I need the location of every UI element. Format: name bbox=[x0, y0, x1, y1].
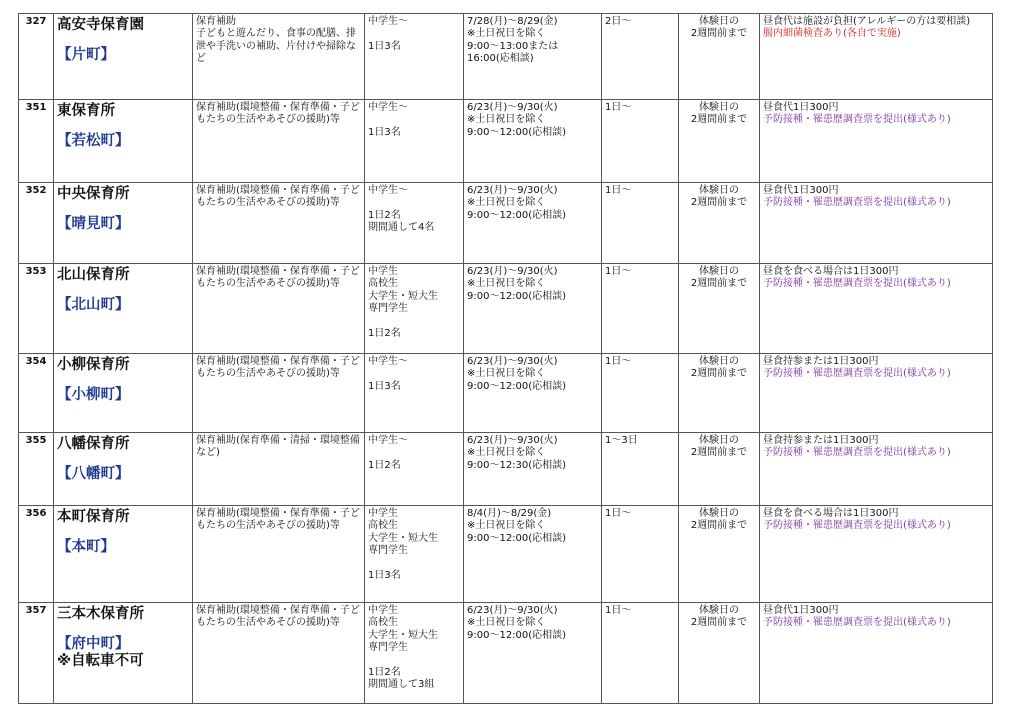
facility-town: 【若松町】 bbox=[57, 133, 130, 149]
row-number: 357 bbox=[19, 603, 54, 704]
row-number: 327 bbox=[19, 14, 54, 100]
table-row bbox=[19, 100, 993, 183]
row-number: 354 bbox=[19, 354, 54, 433]
remark-note: 予防接種・罹患歴調査票を提出(様式あり) bbox=[763, 197, 951, 209]
period-cell bbox=[464, 264, 602, 354]
period-text: 6/23(月)～9/30(火) ※土日祝日を除く 9:00～12:30(応相談) bbox=[467, 435, 567, 471]
deadline-cell bbox=[679, 100, 760, 183]
period-cell bbox=[464, 100, 602, 183]
remark-cell bbox=[760, 433, 993, 506]
days-text: 1日～ bbox=[605, 356, 632, 367]
facility-town: 【八幡町】 bbox=[57, 466, 130, 482]
deadline-line-1: 体験日の bbox=[699, 605, 739, 616]
facility-town: 【小柳町】 bbox=[57, 387, 130, 403]
days-text: 2日～ bbox=[605, 16, 632, 27]
facility-cell bbox=[54, 506, 193, 603]
target-cell bbox=[365, 603, 464, 704]
days-text: 1日～ bbox=[605, 508, 632, 519]
days-text: 1日～ bbox=[605, 185, 632, 196]
target-cell bbox=[365, 183, 464, 264]
period-text: 7/28(月)～8/29(金) ※土日祝日を除く 9:00～13:00または16:00(応相談) bbox=[467, 16, 559, 65]
row-number: 351 bbox=[19, 100, 54, 183]
work-text: 保育補助(環境整備・保育準備・子どもたちの生活やあそびの援助)等 bbox=[196, 356, 360, 380]
deadline-cell bbox=[679, 433, 760, 506]
work-text: 保育補助(保育準備・清掃・環境整備など) bbox=[196, 435, 360, 459]
facility-name: 八幡保育所 bbox=[57, 436, 130, 452]
facility-town: 【府中町】 bbox=[57, 636, 130, 652]
period-cell bbox=[464, 433, 602, 506]
days-cell bbox=[602, 506, 679, 603]
work-text: 保育補助(環境整備・保育準備・子どもたちの生活やあそびの援助)等 bbox=[196, 605, 360, 629]
period-text: 8/4(月)～8/29(金) ※土日祝日を除く 9:00～12:00(応相談) bbox=[467, 508, 567, 544]
facility-town: 【片町】 bbox=[57, 47, 115, 63]
remark-cell bbox=[760, 264, 993, 354]
facility-town: 【晴見町】 bbox=[57, 216, 130, 232]
period-cell bbox=[464, 14, 602, 100]
work-content bbox=[193, 354, 365, 433]
days-cell bbox=[602, 354, 679, 433]
remark-cell bbox=[760, 14, 993, 100]
deadline-line-1: 体験日の bbox=[699, 266, 739, 277]
facility-name: 本町保育所 bbox=[57, 509, 130, 525]
deadline-cell bbox=[679, 354, 760, 433]
period-text: 6/23(月)～9/30(火) ※土日祝日を除く 9:00～12:00(応相談) bbox=[467, 605, 567, 641]
target-cell bbox=[365, 433, 464, 506]
deadline-line-1: 体験日の bbox=[699, 356, 739, 367]
target-cell bbox=[365, 506, 464, 603]
work-content bbox=[193, 603, 365, 704]
work-text: 保育補助(環境整備・保育準備・子どもたちの生活やあそびの援助)等 bbox=[196, 185, 360, 209]
deadline-line-1: 体験日の bbox=[699, 508, 739, 519]
period-text: 6/23(月)～9/30(火) ※土日祝日を除く 9:00～12:00(応相談) bbox=[467, 266, 567, 302]
deadline-line-1: 体験日の bbox=[699, 102, 739, 113]
deadline-line-1: 体験日の bbox=[699, 16, 739, 27]
days-text: 1日～ bbox=[605, 102, 632, 113]
facility-cell bbox=[54, 14, 193, 100]
days-cell bbox=[602, 100, 679, 183]
row-number: 356 bbox=[19, 506, 54, 603]
remark-note: 予防接種・罹患歴調査票を提出(様式あり) bbox=[763, 447, 951, 459]
row-number: 355 bbox=[19, 433, 54, 506]
facility-cell bbox=[54, 354, 193, 433]
facility-name: 三本木保育所 bbox=[57, 606, 144, 622]
days-text: 1日～ bbox=[605, 605, 632, 616]
facility-town: 【北山町】 bbox=[57, 297, 130, 313]
period-text: 6/23(月)～9/30(火) ※土日祝日を除く 9:00～12:00(応相談) bbox=[467, 185, 567, 221]
remark-note: 予防接種・罹患歴調査票を提出(様式あり) bbox=[763, 368, 951, 380]
days-text: 1～3日 bbox=[605, 435, 638, 446]
remark-text: 昼食を食べる場合は1日300円 bbox=[763, 266, 899, 277]
table-row bbox=[19, 506, 993, 603]
remark-cell bbox=[760, 183, 993, 264]
remark-note: 予防接種・罹患歴調査票を提出(様式あり) bbox=[763, 278, 951, 290]
deadline-cell bbox=[679, 506, 760, 603]
days-cell bbox=[602, 603, 679, 704]
work-text: 保育補助(環境整備・保育準備・子どもたちの生活やあそびの援助)等 bbox=[196, 508, 360, 532]
facility-town: 【本町】 bbox=[57, 539, 115, 555]
target-text: 中学生～ 1日3名 bbox=[368, 356, 408, 392]
target-text: 中学生～ 1日3名 bbox=[368, 102, 408, 138]
days-cell bbox=[602, 264, 679, 354]
deadline-line-2: 2週間前まで bbox=[690, 447, 748, 459]
remark-text: 昼食を食べる場合は1日300円 bbox=[763, 508, 899, 519]
remark-text: 昼食代1日300円 bbox=[763, 102, 839, 113]
period-cell bbox=[464, 506, 602, 603]
facility-name: 中央保育所 bbox=[57, 186, 130, 202]
deadline-cell bbox=[679, 14, 760, 100]
work-content bbox=[193, 100, 365, 183]
work-text: 保育補助 子どもと遊んだり、食事の配膳、排泄や手洗いの補助、片付けや掃除など bbox=[196, 16, 356, 65]
work-text: 保育補助(環境整備・保育準備・子どもたちの生活やあそびの援助)等 bbox=[196, 102, 360, 126]
remark-cell bbox=[760, 506, 993, 603]
remark-cell bbox=[760, 100, 993, 183]
table-row bbox=[19, 14, 993, 100]
target-cell bbox=[365, 100, 464, 183]
deadline-line-2: 2週間前まで bbox=[690, 114, 748, 126]
target-cell bbox=[365, 14, 464, 100]
target-text: 中学生 高校生 大学生・短大生 専門学生 1日2名 bbox=[368, 266, 438, 340]
period-text: 6/23(月)～9/30(火) ※土日祝日を除く 9:00～12:00(応相談) bbox=[467, 356, 567, 392]
deadline-line-2: 2週間前まで bbox=[690, 617, 748, 629]
days-cell bbox=[602, 14, 679, 100]
target-text: 中学生～ 1日3名 bbox=[368, 16, 408, 52]
table-row bbox=[19, 183, 993, 264]
remark-text: 昼食代は施設が負担(アレルギーの方は要相談) bbox=[763, 16, 971, 27]
facility-name: 高安寺保育園 bbox=[57, 17, 144, 33]
table-row bbox=[19, 264, 993, 354]
facility-name: 北山保育所 bbox=[57, 267, 130, 283]
facility-cell bbox=[54, 433, 193, 506]
deadline-cell bbox=[679, 603, 760, 704]
facility-note: ※自転車不可 bbox=[57, 653, 144, 669]
remark-cell bbox=[760, 603, 993, 704]
target-text: 中学生 高校生 大学生・短大生 専門学生 1日2名 期間通して3組 bbox=[368, 605, 438, 691]
target-text: 中学生～ 1日2名 bbox=[368, 435, 408, 471]
table-row bbox=[19, 433, 993, 506]
facility-cell bbox=[54, 183, 193, 264]
facility-cell bbox=[54, 603, 193, 704]
deadline-cell bbox=[679, 183, 760, 264]
remark-cell bbox=[760, 354, 993, 433]
row-number: 352 bbox=[19, 183, 54, 264]
deadline-line-2: 2週間前まで bbox=[690, 278, 748, 290]
deadline-line-2: 2週間前まで bbox=[690, 368, 748, 380]
table-body bbox=[19, 14, 993, 704]
remark-note: 予防接種・罹患歴調査票を提出(様式あり) bbox=[763, 114, 951, 126]
days-cell bbox=[602, 183, 679, 264]
deadline-line-2: 2週間前まで bbox=[690, 28, 748, 40]
work-content bbox=[193, 433, 365, 506]
target-text: 中学生～ 1日2名 期間通して4名 bbox=[368, 185, 435, 234]
period-text: 6/23(月)～9/30(火) ※土日祝日を除く 9:00～12:00(応相談) bbox=[467, 102, 567, 138]
period-cell bbox=[464, 354, 602, 433]
remark-text: 昼食持参または1日300円 bbox=[763, 356, 879, 367]
work-content bbox=[193, 14, 365, 100]
table-row bbox=[19, 354, 993, 433]
deadline-line-2: 2週間前まで bbox=[690, 520, 748, 532]
remark-note: 腸内細菌検査あり(各自で実施) bbox=[763, 28, 901, 40]
table-row bbox=[19, 603, 993, 704]
deadline-line-2: 2週間前まで bbox=[690, 197, 748, 209]
period-cell bbox=[464, 183, 602, 264]
deadline-cell bbox=[679, 264, 760, 354]
remark-text: 昼食持参または1日300円 bbox=[763, 435, 879, 446]
facility-table bbox=[18, 13, 993, 704]
remark-text: 昼食代1日300円 bbox=[763, 185, 839, 196]
remark-text: 昼食代1日300円 bbox=[763, 605, 839, 616]
deadline-line-1: 体験日の bbox=[699, 185, 739, 196]
work-content bbox=[193, 506, 365, 603]
days-text: 1日～ bbox=[605, 266, 632, 277]
deadline-line-1: 体験日の bbox=[699, 435, 739, 446]
work-content bbox=[193, 183, 365, 264]
work-text: 保育補助(環境整備・保育準備・子どもたちの生活やあそびの援助)等 bbox=[196, 266, 360, 290]
remark-note: 予防接種・罹患歴調査票を提出(様式あり) bbox=[763, 520, 951, 532]
row-number: 353 bbox=[19, 264, 54, 354]
facility-cell bbox=[54, 264, 193, 354]
facility-cell bbox=[54, 100, 193, 183]
facility-name: 東保育所 bbox=[57, 103, 115, 119]
days-cell bbox=[602, 433, 679, 506]
remark-note: 予防接種・罹患歴調査票を提出(様式あり) bbox=[763, 617, 951, 629]
period-cell bbox=[464, 603, 602, 704]
target-text: 中学生 高校生 大学生・短大生 専門学生 1日3名 bbox=[368, 508, 438, 582]
target-cell bbox=[365, 264, 464, 354]
facility-name: 小柳保育所 bbox=[57, 357, 130, 373]
target-cell bbox=[365, 354, 464, 433]
work-content bbox=[193, 264, 365, 354]
